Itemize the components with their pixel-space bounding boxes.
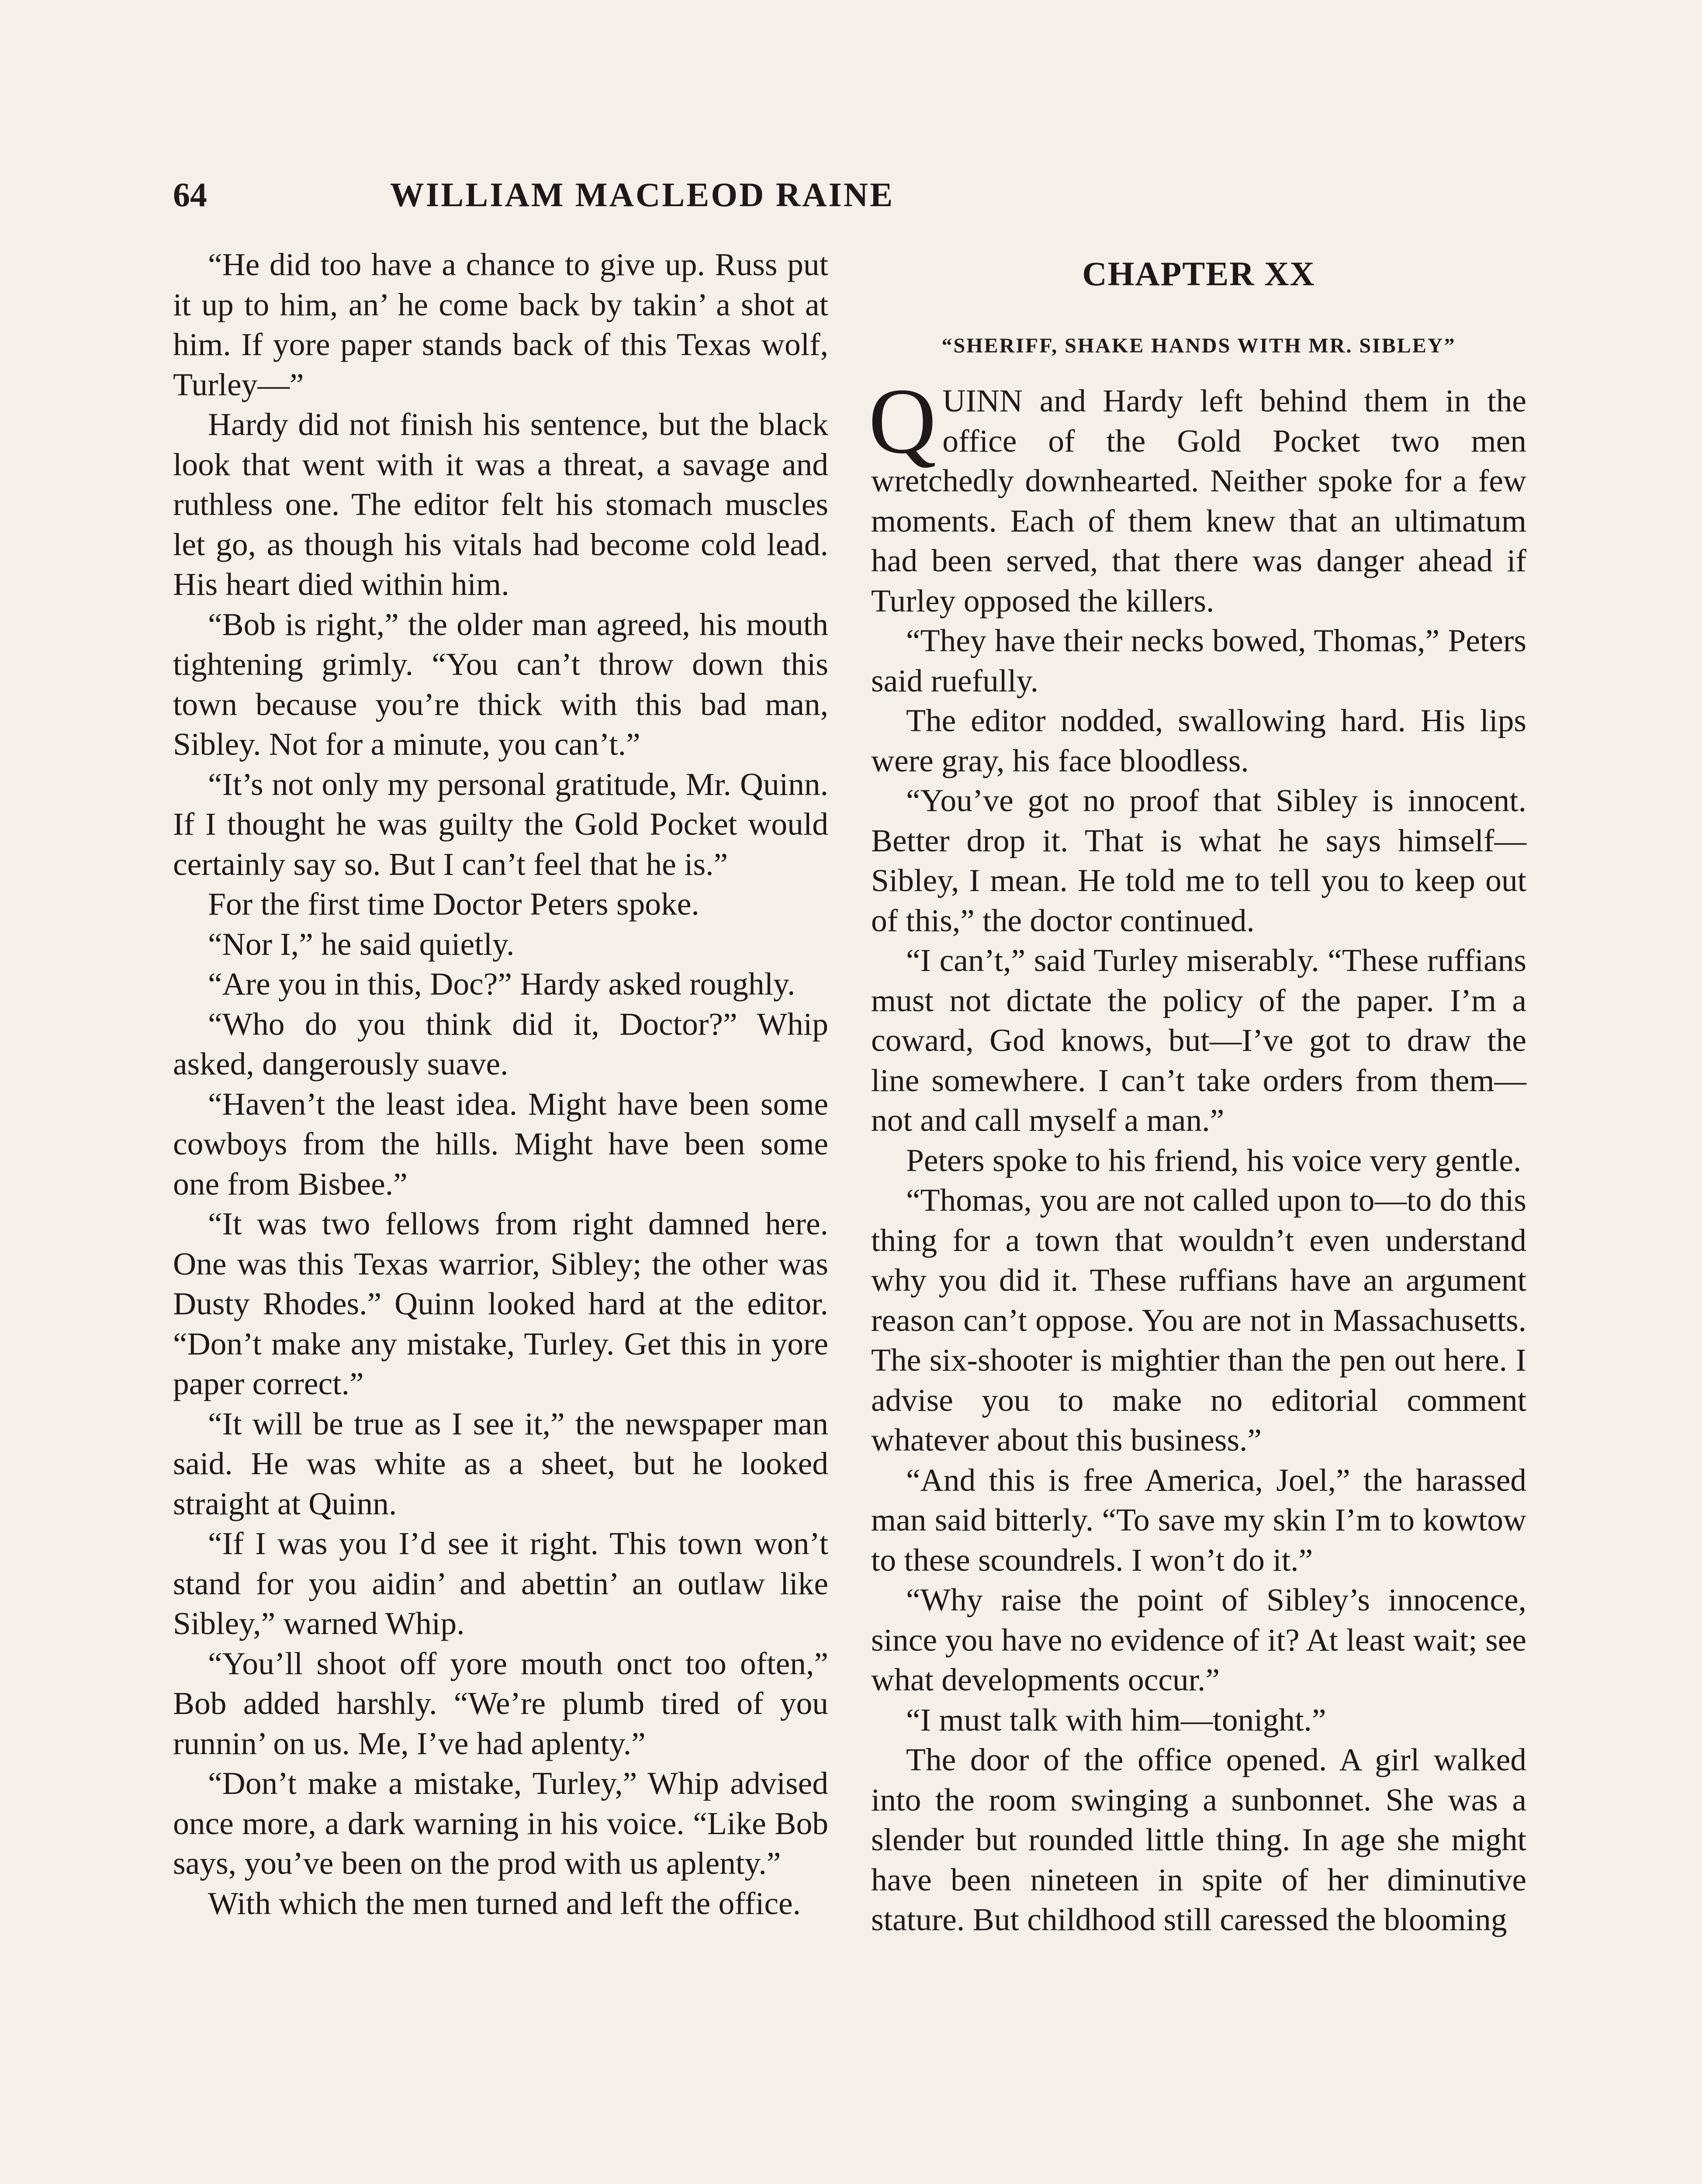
- paragraph: “You’ve got no proof that Sibley is innocent. Better drop it. That is what he says himself—Sibley, I mean. He told me to tell you to keep out of this,” the doctor continued.: [871, 783, 1526, 938]
- running-head: [173, 164, 1111, 225]
- left-column: [173, 245, 828, 1923]
- paragraph: “You’ll shoot off yore mouth onct too often,” Bob added harshly. “We’re plumb tired of you runnin’ on us. Me, I’ve had aplenty.”: [173, 1645, 828, 1761]
- paragraph: “They have their necks bowed, Thomas,” Peters said ruefully.: [871, 623, 1526, 698]
- opening-text: UINN and Hardy left behind them in the office of the Gold Pocket two men wretchedly downhearted. Neither spoke for a few moments. Each of them knew that an ultimatum had been served, that there was danger ahead if Turley opposed the killers.: [871, 383, 1526, 619]
- paragraph: “Thomas, you are not called upon to—to do this thing for a town that wouldn’t even understand why you did it. These ruffians have an argument reason can’t oppose. You are not in Massachusetts. The six-shooter is mightier than the pen out here. I advise you to make no editorial comment whatever about this business.”: [871, 1182, 1526, 1458]
- paragraph: “Haven’t the least idea. Might have been some cowboys from the hills. Might have been some one from Bisbee.”: [173, 1086, 828, 1202]
- drop-cap: Q: [868, 369, 937, 473]
- paragraph: The editor nodded, swallowing hard. His lips were gray, his face bloodless.: [871, 703, 1526, 778]
- paragraph: The door of the office opened. A girl walked into the room swinging a sunbonnet. She was a slender but rounded little thing. In age she might have been nineteen in spite of her diminutive stature. But childhood still caressed the blooming: [871, 1742, 1526, 1937]
- paragraph: “It will be true as I see it,” the newspaper man said. He was white as a sheet, but he looked straight at Quinn.: [173, 1406, 828, 1521]
- paragraph: “I can’t,” said Turley miserably. “These ruffians must not dictate the policy of the paper. I’m a coward, God knows, but—I’ve got to draw the line somewhere. I can’t take orders from them—not and call myself a man.”: [871, 943, 1526, 1138]
- paragraph: “And this is free America, Joel,” the harassed man said bitterly. “To save my skin I’m to kowtow to these scoundrels. I won’t do it.”: [871, 1462, 1526, 1578]
- paragraph: With which the men turned and left the office.: [208, 1885, 801, 1921]
- paragraph: Peters spoke to his friend, his voice very gentle.: [906, 1142, 1522, 1178]
- paragraph: “Are you in this, Doc?” Hardy asked roughly.: [208, 966, 796, 1002]
- paragraph: “Don’t make a mistake, Turley,” Whip advised once more, a dark warning in his voice. “Like Bob says, you’ve been on the prod with us aplenty.”: [173, 1766, 828, 1881]
- paragraph: For the first time Doctor Peters spoke.: [208, 886, 699, 922]
- paragraph: Hardy did not finish his sentence, but the black look that went with it was a threat, a savage and ruthless one. The editor felt his stomach muscles let go, as though his vitals had become cold lead. His heart died within him.: [173, 407, 828, 602]
- paragraph: “Nor I,” he said quietly.: [208, 926, 515, 962]
- paragraph: “I must talk with him—tonight.”: [906, 1702, 1326, 1738]
- right-column: [868, 250, 1526, 1940]
- chapter-title: CHAPTER XX: [1082, 255, 1315, 293]
- paragraph: “Why raise the point of Sibley’s innocence, since you have no evidence of it? At least wait; see what developments occur.”: [871, 1582, 1526, 1697]
- paragraph: “If I was you I’d see it right. This town won’t stand for you aidin’ and abettin’ an outlaw like Sibley,” warned Whip.: [173, 1526, 828, 1641]
- paragraph: “Who do you think did it, Doctor?” Whip asked, dangerously suave.: [173, 1006, 828, 1082]
- opening-paragraph: [868, 369, 1526, 621]
- chapter-subtitle: “SHERIFF, SHAKE HANDS WITH MR. SIBLEY”: [941, 334, 1456, 357]
- paragraph: “It was two fellows from right damned here. One was this Texas warrior, Sibley; the other was Dusty Rhodes.” Quinn looked hard at the editor. “Don’t make any mistake, Turley. Get this in yore paper correct.”: [173, 1206, 828, 1401]
- page-number: 64: [173, 176, 207, 214]
- paragraph: “It’s not only my personal gratitude, Mr. Quinn. If I thought he was guilty the Gold Pocket would certainly say so. But I can’t feel that he is.”: [173, 766, 828, 882]
- running-head-author: WILLIAM MACLEOD RAINE: [390, 176, 895, 214]
- paragraph: “He did too have a chance to give up. Russ put it up to him, an’ he come back by takin’ a shot at him. If yore paper stands back of this Texas wolf, Turley—”: [173, 247, 828, 402]
- paragraph: “Bob is right,” the older man agreed, his mouth tightening grimly. “You can’t throw down this town because you’re thick with this bad man, Sibley. Not for a minute, you can’t.”: [173, 606, 828, 762]
